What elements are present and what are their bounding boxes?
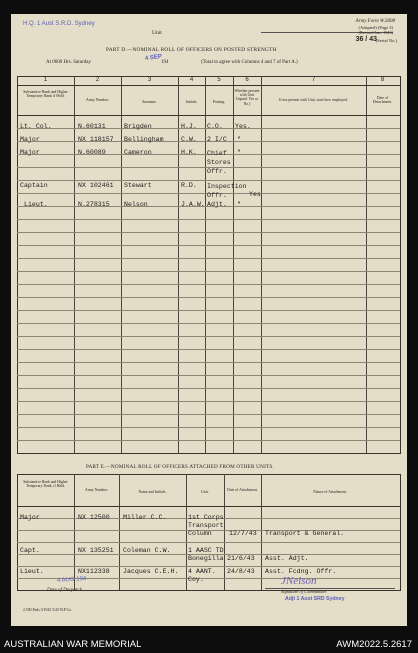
row-surname: Bellingham [124, 136, 164, 143]
e-header-unit: Unit. [201, 490, 209, 494]
row-posting: C.O. [207, 123, 223, 130]
row-surname: Nelson [124, 201, 148, 208]
col-header-surname: Surname. [142, 100, 157, 104]
form-revised: (Revised Jan., 1943) [358, 30, 393, 35]
e-header-nature: Nature of Attachment. [313, 490, 347, 494]
row-present: " [237, 136, 241, 143]
serial-number: 36 / 43 [355, 36, 377, 43]
row-initials: H.J. [181, 123, 197, 130]
row-rank: Capt. [20, 547, 40, 554]
year-suffix: 194 [161, 60, 169, 65]
col-num-2: 2 [95, 77, 100, 83]
accession-number: AWM2022.5.2617 [336, 639, 412, 650]
part-e-title: PART E.—NOMINAL ROLL OF OFFICERS ATTACHED FROM OTHER UNITS. [86, 464, 274, 470]
row-number: NX112338 [78, 568, 110, 575]
col-num-1: 1 [43, 77, 48, 83]
row-posting: Adjt. [207, 201, 227, 208]
row-number: NX 12500 [78, 514, 110, 521]
row-nature: Asst. Fcdng. Offr. [265, 568, 337, 575]
row-rank: Lieut. [24, 201, 48, 208]
row-rank: Lt. Col. [20, 123, 52, 130]
unit-stamp: H.Q. 1 Aust S.R.D. Sydney [23, 21, 95, 27]
commander-signature: JNelson [281, 575, 317, 587]
row-name: Coleman C.W. [123, 547, 171, 554]
e-header-name: Name and Initials. [138, 490, 167, 494]
row-surname: Brigden [124, 123, 152, 130]
agree-note: (Total to agree with Columns 4 and 7 of Part A.) [201, 60, 298, 65]
row-date: 12/7/43 [229, 530, 257, 537]
row-rank: Major [20, 136, 40, 143]
col-num-8: 8 [380, 77, 385, 83]
col-header-employed: If not present with Unit, state how employed. [279, 98, 348, 102]
row-rank: Captain [20, 182, 48, 189]
despatch-label: Date of Despatch [47, 588, 82, 593]
row-date: 24/8/43 [227, 568, 255, 575]
row-initials: J.A.W. [181, 201, 205, 208]
row-posting: Inspection Offr. [207, 183, 247, 199]
archive-credit: AUSTRALIAN WAR MEMORIAL [4, 639, 142, 650]
row-initials: H.K. [181, 149, 197, 156]
commander-label: Signature of Commander. [281, 589, 327, 594]
e-header-number: Army Number. [85, 488, 108, 492]
form-sheet [11, 14, 407, 626]
row-initials: C.W. [181, 136, 197, 143]
col-header-present: Whether present with Unit Unpaid. Yes or No.) [234, 89, 260, 106]
row-number: NX 135251 [78, 547, 114, 554]
form-adapted: (Adapted) (Page 3) [358, 25, 393, 30]
despatch-stamp: 4 AUG 194 [56, 575, 87, 585]
print-note: 2,500 Pads 3/1943 3/43 W.P.Co. [23, 608, 72, 612]
row-number: NX 118157 [78, 136, 114, 143]
row-initials: R.D. [181, 182, 197, 189]
part-d-title: PART D.—NOMINAL ROLL OF OFFICERS ON POSTED STRENGTH [106, 47, 277, 53]
serial-label: (Serial No.) [375, 38, 397, 43]
row-surname: Stewart [124, 182, 152, 189]
row-present: " [237, 149, 241, 156]
row-surname: Cameron [124, 149, 152, 156]
col-num-7: 7 [311, 77, 316, 83]
row-rank: Major [20, 514, 40, 521]
e-header-rank: Substantive Rank and Higher Temporary Rank, if Held. [23, 480, 68, 489]
col-num-5: 5 [217, 77, 221, 83]
col-header-posting: Posting. [212, 100, 226, 104]
row-posting: 2 I/C [207, 136, 227, 143]
col-num-3: 3 [147, 77, 152, 83]
col-num-6: 6 [245, 77, 249, 83]
row-rank: Lieut. [20, 568, 44, 575]
row-present: Yes. [235, 123, 251, 130]
row-number: NX 102461 [78, 182, 114, 189]
row-present: " [237, 201, 241, 208]
row-posting: Chief Stores Offr. [207, 150, 231, 175]
row-unit: 4 AANT. Coy. [188, 568, 216, 583]
commander-stamp: Adjt 1 Aust SRD Sydney [285, 596, 345, 602]
row-unit: 1st Corps Transport Column [188, 514, 224, 537]
row-unit: 1 AASC TD Bonegilla [188, 547, 224, 562]
row-nature: Asst. Adjt. [265, 555, 309, 562]
time-prefix: At 0600 Hrs. Saturday [46, 60, 91, 65]
form-id: Army Form W.3008 [355, 19, 395, 24]
row-name: Miller C.C. [123, 514, 167, 521]
row-name: Jacques C.E.H. [123, 568, 179, 575]
col-header-date: Date of Detachment. [372, 96, 393, 105]
archive-footer [0, 636, 418, 653]
col-header-number: Army Number. [86, 98, 109, 102]
col-header-initials: Initials. [185, 100, 198, 104]
unit-label: Unit [152, 30, 162, 36]
col-num-4: 4 [189, 77, 194, 83]
row-present: Yes [249, 191, 261, 198]
row-nature: Transport & General. [265, 530, 345, 537]
e-header-date: Date of Attachment. [227, 488, 258, 492]
row-rank: Major [20, 149, 40, 156]
date-stamp: 4 SEP [144, 53, 163, 63]
col-header-rank: Substantive Rank and Higher Temporary Rank if Held. [23, 90, 68, 99]
row-number: N.60131 [78, 123, 106, 130]
row-number: N.60089 [78, 149, 106, 156]
row-number: N.278315 [78, 201, 110, 208]
row-date: 21/6/43 [227, 555, 255, 562]
